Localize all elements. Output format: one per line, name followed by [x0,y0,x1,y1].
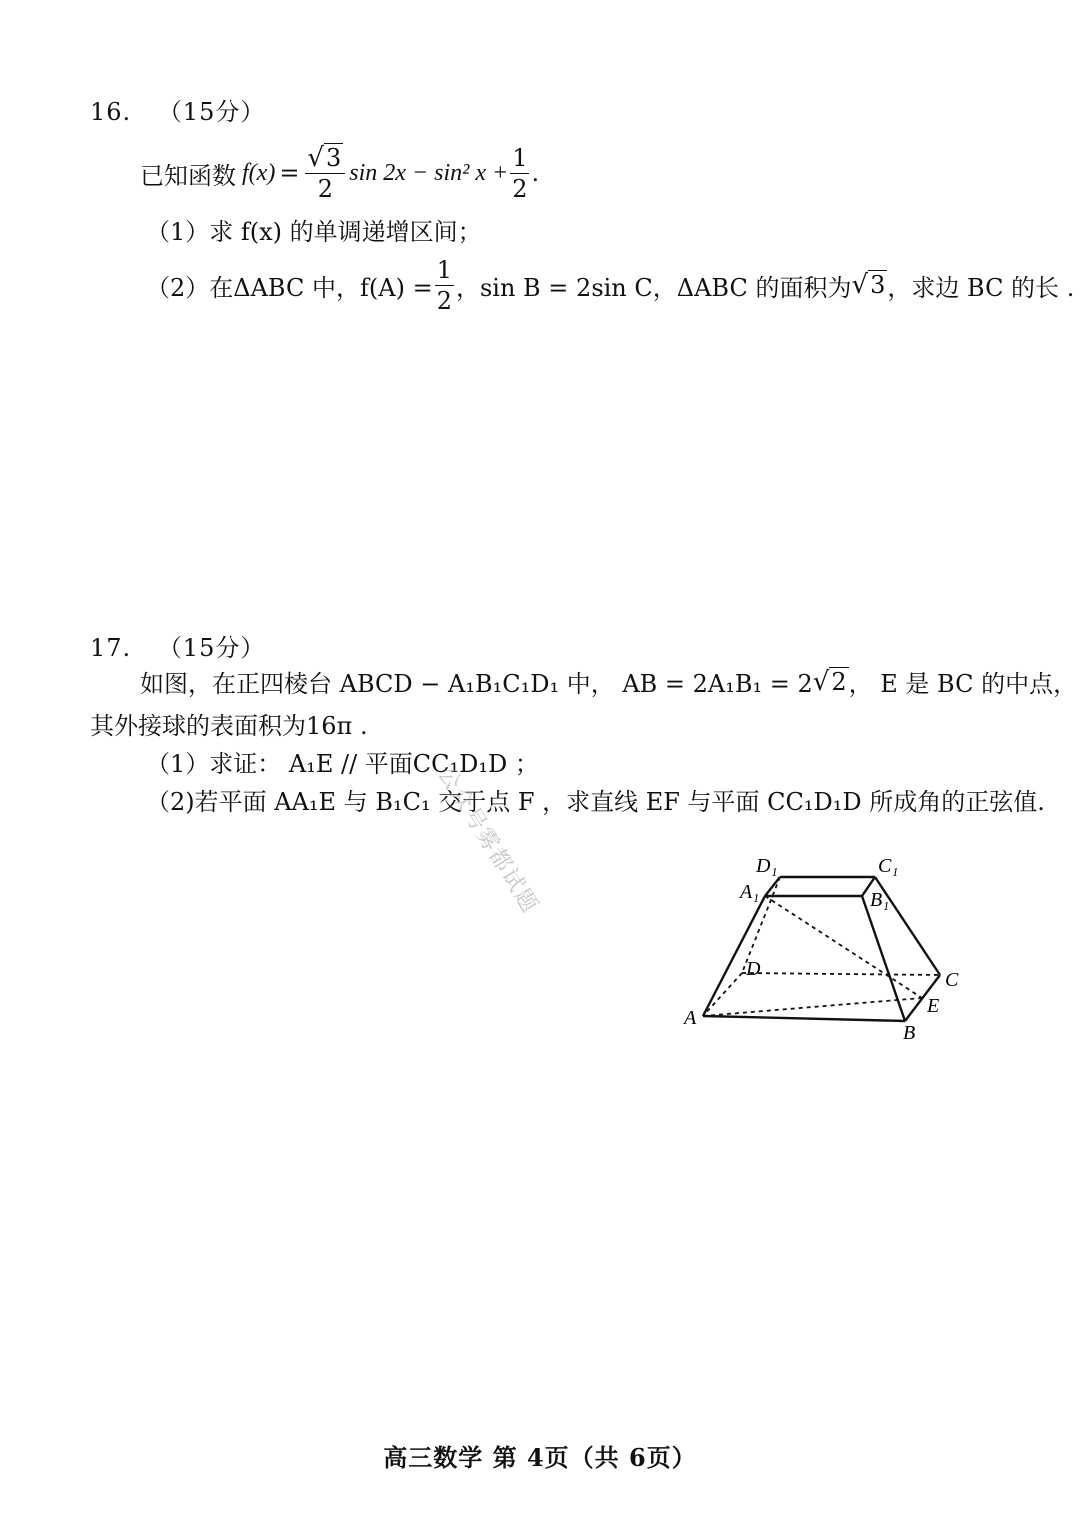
label-B1: B₁ [870,889,890,911]
q17-line1-a: 如图，在正四棱台 ABCD − A₁B₁C₁D₁ 中， AB = 2A₁B₁ = 2 [140,670,813,698]
label-A: A [684,1007,697,1029]
page-footer: 高三数学 第 4页（共 6页） [383,1443,697,1472]
q16-part2-frac-den: 2 [436,286,452,315]
label-C: C [945,969,959,991]
q16-number: 16. [90,98,132,126]
q16-score: （15分） [157,98,266,126]
watermark: 公众号雾都试题 [432,762,543,919]
q17-line1-b: ， E 是 BC 的中点， [848,670,1078,698]
segment-AE [703,998,922,1016]
q16-part2-b: ，sin B = 2sin C，ΔABC 的面积为 [455,273,852,302]
label-B: B [903,1022,916,1044]
q16-header [90,92,265,127]
label-D1: D₁ [756,855,778,877]
edge-B1B [862,896,905,1021]
label-D: D [746,958,761,980]
q17-line2: 其外接球的表面积为16π . [90,712,368,740]
q17-score: （15分） [157,634,266,662]
q17-line1 [140,664,1077,699]
q16-func: f(x) [242,159,276,186]
q17-header [90,628,265,663]
q16-stem [140,138,539,208]
edge-AB [703,1016,905,1021]
q16-part2-frac-num: 1 [436,255,452,284]
q17-number: 17. [90,634,132,662]
q16-eq: = [279,159,300,187]
label-A1: A₁ [740,881,760,903]
q16-frac-1-over-2 [510,143,529,204]
q16-part2-a: （2）在ΔABC 中，f(A) = [146,273,433,302]
q16-part2-frac [435,255,454,316]
q17-line1-sqrt: √2 [812,666,847,697]
q16-frac-sqrt3-over-2: $\frac{√3}{2}$ [305,142,345,205]
q16-part2 [146,252,1074,318]
q16-frac1-den: 2 [317,175,333,204]
q16-part2-c: ，求边 BC 的长 . [887,273,1075,302]
label-C1: C₁ [878,855,899,877]
q16-part1: （1）求 f(x) 的单调递增区间； [146,218,482,246]
edge-A1A [703,896,765,1016]
edge-DC-hidden [742,973,940,975]
q16-part2-sqrt-body: 3 [870,271,886,299]
q16-part2-sqrt: √3 [851,270,886,300]
q17-part1: （1）求证： A₁E // 平面CC₁D₁D ； [146,750,539,778]
q16-expr-mid: sin 2x − sin² x + [349,159,509,186]
frustum-figure [670,848,970,1048]
q16-frac2-den: 2 [512,174,528,203]
q16-frac2-num: 1 [512,143,528,172]
q16-end: . [531,159,540,187]
label-E: E [927,995,940,1017]
q17-part2: （2)若平面 AA₁E 与 B₁C₁ 交于点 F ，求直线 EF 与平面 CC₁D₁D 所成角的正弦值. [146,788,1045,816]
q16-stem-prefix: 已知函数 [140,161,236,190]
q17-line1-sqrt-body: 2 [831,667,847,696]
edge-D1A1 [765,877,780,896]
q16-frac1-num: 3 [326,144,342,173]
